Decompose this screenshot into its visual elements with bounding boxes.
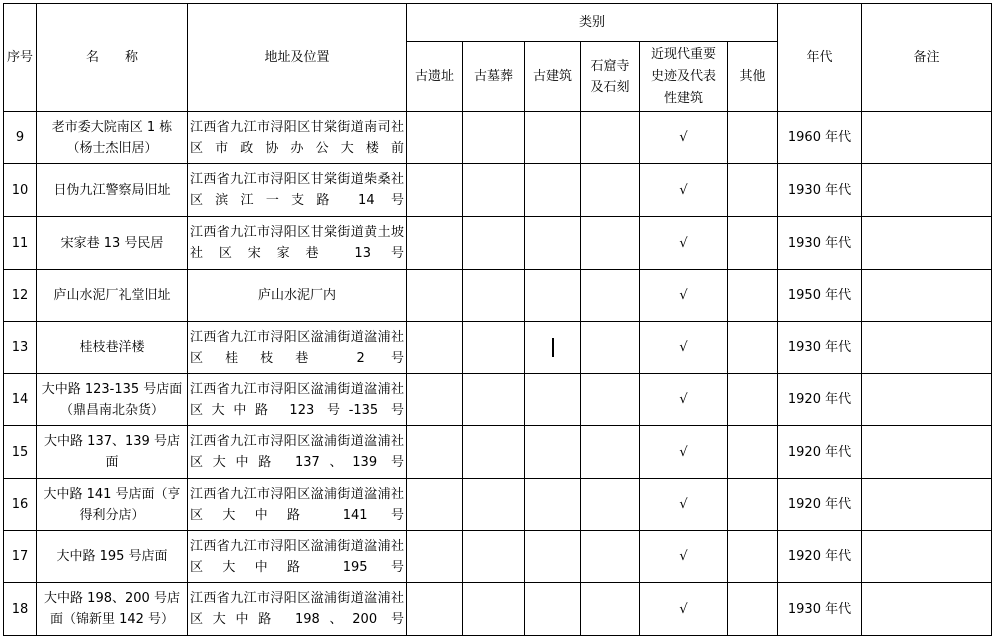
row-era: 1930 年代 <box>778 322 862 374</box>
row-address: 江西省九江市浔阳区湓浦街道湓浦社区大中路 198、200 号 <box>188 583 407 636</box>
table-row <box>4 583 992 636</box>
cell-other <box>728 270 778 322</box>
row-seq: 16 <box>4 479 37 531</box>
cell-ancient-site <box>407 374 463 426</box>
row-name: 庐山水泥厂礼堂旧址 <box>37 270 188 322</box>
row-remark <box>862 270 992 322</box>
cell-ancient-tomb <box>463 479 525 531</box>
cell-other <box>728 164 778 217</box>
row-era: 1930 年代 <box>778 217 862 270</box>
cell-ancient-site <box>407 270 463 322</box>
row-remark <box>862 112 992 164</box>
row-name: 日伪九江警察局旧址 <box>37 164 188 217</box>
header-address: 地址及位置 <box>188 4 407 112</box>
cell-ancient-building <box>525 479 581 531</box>
row-era: 1920 年代 <box>778 479 862 531</box>
cell-grotto <box>581 217 640 270</box>
row-seq: 18 <box>4 583 37 636</box>
row-address: 江西省九江市浔阳区湓浦街道湓浦社区大中路 137、139 号 <box>188 426 407 479</box>
cell-ancient-site <box>407 583 463 636</box>
header-cat-ancient-site: 古遗址 <box>407 42 463 112</box>
row-remark <box>862 583 992 636</box>
heritage-table <box>3 3 992 636</box>
cell-grotto <box>581 164 640 217</box>
cell-ancient-building <box>525 164 581 217</box>
row-name: 大中路 123-135 号店面（鼎昌南北杂货） <box>37 374 188 426</box>
row-era: 1920 年代 <box>778 374 862 426</box>
cell-ancient-tomb <box>463 270 525 322</box>
cell-ancient-building <box>525 531 581 583</box>
row-address: 江西省九江市浔阳区湓浦街道湓浦社区大中路 141 号 <box>188 479 407 531</box>
cell-ancient-tomb <box>463 531 525 583</box>
cell-other <box>728 322 778 374</box>
row-address: 江西省九江市浔阳区甘棠街道黄土坡社区宋家巷 13 号 <box>188 217 407 270</box>
row-era: 1930 年代 <box>778 583 862 636</box>
cell-modern-checkmark: √ <box>640 217 728 270</box>
header-name: 名 称 <box>37 4 188 112</box>
row-seq: 13 <box>4 322 37 374</box>
cell-modern-checkmark: √ <box>640 322 728 374</box>
cell-ancient-site <box>407 479 463 531</box>
row-address: 江西省九江市浔阳区甘棠街道柴桑社区滨江一支路 14 号 <box>188 164 407 217</box>
cell-ancient-building <box>525 426 581 479</box>
row-remark <box>862 322 992 374</box>
cell-other <box>728 217 778 270</box>
cell-ancient-tomb <box>463 426 525 479</box>
row-era: 1920 年代 <box>778 426 862 479</box>
cell-grotto <box>581 583 640 636</box>
cell-ancient-building <box>525 112 581 164</box>
cell-ancient-site <box>407 112 463 164</box>
row-address: 庐山水泥厂内 <box>188 270 407 322</box>
header-cat-grotto: 石窟寺及石刻 <box>581 42 640 112</box>
row-address: 江西省九江市浔阳区湓浦街道湓浦社区大中路 123 号-135 号 <box>188 374 407 426</box>
row-remark <box>862 217 992 270</box>
cell-ancient-tomb <box>463 583 525 636</box>
row-era: 1920 年代 <box>778 531 862 583</box>
cell-ancient-building <box>525 374 581 426</box>
row-name: 大中路 141 号店面（亨得利分店） <box>37 479 188 531</box>
header-cat-ancient-building: 古建筑 <box>525 42 581 112</box>
cell-modern-checkmark: √ <box>640 426 728 479</box>
cell-ancient-building <box>525 322 581 374</box>
header-seq: 序号 <box>4 4 37 112</box>
table-row <box>4 164 992 217</box>
table-row <box>4 322 992 374</box>
row-seq: 12 <box>4 270 37 322</box>
row-era: 1950 年代 <box>778 270 862 322</box>
row-seq: 17 <box>4 531 37 583</box>
cell-grotto <box>581 270 640 322</box>
header-remark: 备注 <box>862 4 992 112</box>
row-name: 大中路 137、139 号店面 <box>37 426 188 479</box>
row-seq: 11 <box>4 217 37 270</box>
cell-other <box>728 112 778 164</box>
row-name: 老市委大院南区 1 栋（杨士杰旧居） <box>37 112 188 164</box>
table-row <box>4 374 992 426</box>
cell-grotto <box>581 531 640 583</box>
row-remark <box>862 374 992 426</box>
cell-ancient-site <box>407 426 463 479</box>
row-seq: 14 <box>4 374 37 426</box>
row-remark <box>862 426 992 479</box>
cell-ancient-tomb <box>463 374 525 426</box>
cell-modern-checkmark: √ <box>640 164 728 217</box>
table-row <box>4 112 992 164</box>
row-era: 1930 年代 <box>778 164 862 217</box>
cell-other <box>728 479 778 531</box>
row-remark <box>862 479 992 531</box>
header-cat-other: 其他 <box>728 42 778 112</box>
table-row <box>4 270 992 322</box>
cell-ancient-tomb <box>463 322 525 374</box>
cell-ancient-site <box>407 531 463 583</box>
cell-other <box>728 426 778 479</box>
row-name: 桂枝巷洋楼 <box>37 322 188 374</box>
row-name: 大中路 198、200 号店面（锦新里 142 号） <box>37 583 188 636</box>
table-row <box>4 217 992 270</box>
row-name: 大中路 195 号店面 <box>37 531 188 583</box>
cell-grotto <box>581 479 640 531</box>
cell-ancient-tomb <box>463 112 525 164</box>
table-row <box>4 426 992 479</box>
row-address: 江西省九江市浔阳区甘棠街道南司社区市政协办公大楼前 <box>188 112 407 164</box>
cell-modern-checkmark: √ <box>640 112 728 164</box>
row-address: 江西省九江市浔阳区湓浦街道湓浦社区大中路 195 号 <box>188 531 407 583</box>
cell-grotto <box>581 426 640 479</box>
cell-modern-checkmark: √ <box>640 479 728 531</box>
cell-other <box>728 583 778 636</box>
cell-modern-checkmark: √ <box>640 270 728 322</box>
table-row <box>4 531 992 583</box>
text-cursor <box>552 338 554 357</box>
header-category: 类别 <box>407 4 778 42</box>
row-address: 江西省九江市浔阳区湓浦街道湓浦社区桂枝巷 2 号 <box>188 322 407 374</box>
cell-grotto <box>581 322 640 374</box>
cell-ancient-site <box>407 322 463 374</box>
cell-ancient-building <box>525 270 581 322</box>
row-era: 1960 年代 <box>778 112 862 164</box>
cell-modern-checkmark: √ <box>640 374 728 426</box>
cell-modern-checkmark: √ <box>640 583 728 636</box>
table-row <box>4 479 992 531</box>
row-remark <box>862 164 992 217</box>
table-body <box>4 112 992 636</box>
cell-ancient-building <box>525 583 581 636</box>
cell-other <box>728 374 778 426</box>
cell-ancient-building <box>525 217 581 270</box>
cell-other <box>728 531 778 583</box>
cell-modern-checkmark: √ <box>640 531 728 583</box>
row-name: 宋家巷 13 号民居 <box>37 217 188 270</box>
cell-ancient-tomb <box>463 217 525 270</box>
row-seq: 9 <box>4 112 37 164</box>
header-cat-modern: 近现代重要史迹及代表性建筑 <box>640 42 728 112</box>
row-seq: 10 <box>4 164 37 217</box>
row-remark <box>862 531 992 583</box>
cell-ancient-site <box>407 217 463 270</box>
header-era: 年代 <box>778 4 862 112</box>
header-cat-ancient-tomb: 古墓葬 <box>463 42 525 112</box>
cell-grotto <box>581 112 640 164</box>
cell-ancient-site <box>407 164 463 217</box>
row-seq: 15 <box>4 426 37 479</box>
cell-grotto <box>581 374 640 426</box>
cell-ancient-tomb <box>463 164 525 217</box>
